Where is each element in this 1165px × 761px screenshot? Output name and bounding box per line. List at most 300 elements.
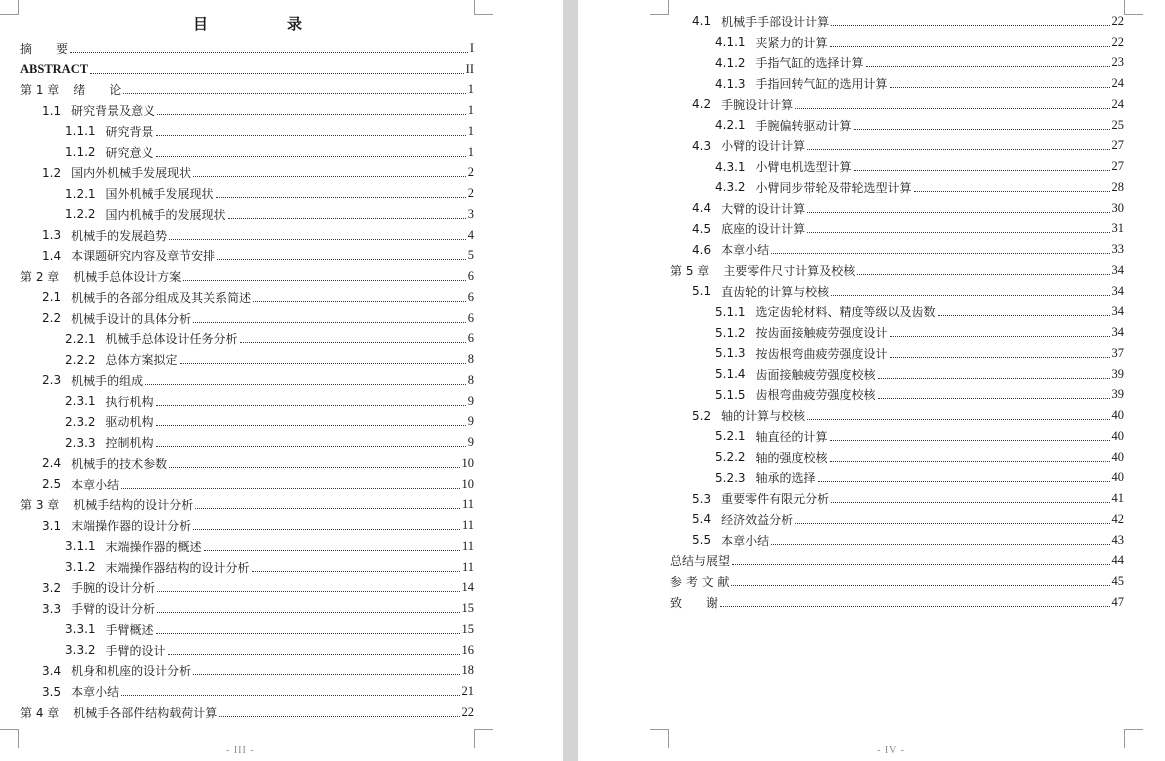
toc-entry-label: 选定齿轮材料、精度等级以及齿数	[755, 305, 936, 320]
toc-entry-number: 5.1	[692, 284, 712, 299]
toc-entry[interactable]	[670, 592, 1124, 613]
toc-entry[interactable]	[20, 266, 474, 287]
toc-entry-number: 3.3.2	[65, 643, 96, 658]
toc-entry-label: 小臂电机选型计算	[755, 160, 852, 175]
toc-entry-number: 2.5	[42, 477, 62, 492]
toc-entry[interactable]	[20, 598, 474, 619]
crop-mark-bottom-left	[650, 729, 669, 748]
toc-entry-label: 参 考 文 献	[670, 575, 730, 590]
toc-entry-page: 8	[467, 352, 474, 367]
toc-entry-number: 2.3.3	[65, 435, 96, 450]
toc-entry[interactable]	[20, 38, 474, 59]
toc-entry-number: 4.1.2	[715, 55, 746, 70]
toc-entry[interactable]	[20, 474, 474, 495]
toc-entry-page: 30	[1111, 200, 1124, 215]
toc-entry-number: 第 5 章	[670, 263, 710, 278]
toc-entry[interactable]	[670, 239, 1124, 260]
toc-entry[interactable]	[20, 391, 474, 412]
toc-entry[interactable]	[20, 495, 474, 516]
toc-entry[interactable]	[20, 702, 474, 723]
toc-entry-label: 摘 要	[20, 41, 69, 56]
toc-entry[interactable]	[670, 219, 1124, 240]
toc-dot-leader	[169, 227, 466, 240]
toc-entry-page: 1	[467, 103, 474, 118]
toc-entry-number: 5.2.2	[715, 450, 746, 465]
toc-entry-page: 11	[461, 559, 474, 574]
toc-entry-page: 21	[461, 684, 474, 699]
toc-entry-page: 47	[1111, 594, 1124, 609]
toc-entry[interactable]	[670, 343, 1124, 364]
toc-dot-leader	[720, 594, 1109, 607]
toc-entry-page: 11	[461, 497, 474, 512]
toc-entry-number: 4.3.2	[715, 180, 746, 195]
toc-entry-label: 大臂的设计计算	[721, 201, 806, 216]
toc-entry-page: 43	[1111, 532, 1124, 547]
toc-entry-page: 10	[461, 476, 474, 491]
toc-entry-page: 31	[1111, 221, 1124, 236]
toc-entry-page: 10	[461, 455, 474, 470]
toc-entry-page: II	[465, 61, 474, 76]
toc-dot-leader	[219, 704, 459, 717]
toc-entry[interactable]	[20, 163, 474, 184]
toc-entry-number: 4.3	[692, 138, 712, 153]
toc-entry-number: 1.1	[42, 103, 62, 118]
toc-entry-page: 11	[461, 518, 474, 533]
toc-entry[interactable]	[670, 468, 1124, 489]
toc-dot-leader	[857, 262, 1109, 275]
toc-dot-leader	[157, 102, 466, 115]
toc-entry-label: 机械手结构的设计分析	[73, 498, 194, 513]
toc-entry-label: 研究背景及意义	[71, 104, 156, 119]
toc-entry-number: 第 1 章	[20, 83, 60, 98]
toc-dot-leader	[854, 158, 1110, 171]
toc-dot-leader	[795, 96, 1109, 109]
toc-entry-label: 轴直径的计算	[755, 429, 828, 444]
toc-title: 目 录	[192, 15, 334, 33]
toc-dot-leader	[253, 289, 466, 302]
toc-entry[interactable]	[670, 260, 1124, 281]
toc-entry-page: 6	[467, 310, 474, 325]
toc-dot-leader	[831, 283, 1109, 296]
toc-entry-label: 小臂的设计计算	[721, 139, 806, 154]
toc-entry-number: 5.1.1	[715, 304, 746, 319]
toc-entry-number: 1.1.1	[65, 124, 96, 139]
toc-dot-leader	[217, 247, 466, 260]
toc-entry-number: 3.3.1	[65, 622, 96, 637]
toc-entry-label: 总结与展望	[670, 554, 731, 569]
toc-entry-number: 2.2.1	[65, 331, 96, 346]
toc-entry-number: 3.2	[42, 580, 62, 595]
toc-dot-leader	[854, 117, 1110, 130]
toc-entry-number: 3.1	[42, 518, 62, 533]
toc-entry-number: 4.2	[692, 97, 712, 112]
toc-entry-page: I	[469, 40, 474, 55]
toc-dot-leader	[830, 34, 1110, 47]
toc-entry-label: 本章小结	[71, 685, 120, 700]
toc-entry-label: 国外机械手发展现状	[105, 187, 214, 202]
toc-entry-label: 机械手总体设计任务分析	[105, 332, 238, 347]
toc-dot-leader	[195, 496, 460, 509]
toc-entry-label: 总体方案拟定	[105, 353, 178, 368]
toc-entry-label: 机械手设计的具体分析	[71, 311, 192, 326]
toc-entry-label: 研究背景	[105, 124, 154, 139]
toc-entry-number: 3.4	[42, 663, 62, 678]
toc-entry[interactable]	[20, 287, 474, 308]
toc-entry-label: 手指气缸的选择计算	[755, 56, 864, 71]
toc-entry-page: 1	[467, 144, 474, 159]
toc-entry-label: 国内外机械手发展现状	[71, 166, 192, 181]
toc-entry-page: 40	[1111, 470, 1124, 485]
toc-entry[interactable]	[20, 640, 474, 661]
toc-entry-page: 45	[1111, 574, 1124, 589]
toc-entry-page: 27	[1111, 159, 1124, 174]
toc-entry-number: 1.4	[42, 248, 62, 263]
toc-dot-leader	[771, 532, 1109, 545]
toc-entry-label: 手指回转气缸的选用计算	[755, 77, 888, 92]
toc-dot-leader	[90, 61, 464, 74]
toc-entry[interactable]	[670, 281, 1124, 302]
toc-entry-number: 3.1.2	[65, 560, 96, 575]
toc-entry-number: 2.3.2	[65, 414, 96, 429]
toc-entry[interactable]	[20, 308, 474, 329]
toc-dot-leader	[157, 579, 459, 592]
toc-entry-label: 绪 论	[73, 83, 122, 98]
toc-entry[interactable]	[670, 426, 1124, 447]
toc-entry[interactable]	[20, 59, 474, 80]
toc-entry-page: 40	[1111, 408, 1124, 423]
toc-dot-leader	[831, 13, 1109, 26]
toc-entry[interactable]	[670, 136, 1124, 157]
toc-entry-number: 5.1.2	[715, 325, 746, 340]
toc-entry-number: 第 3 章	[20, 498, 60, 513]
toc-dot-leader	[890, 75, 1110, 88]
toc-dot-leader	[914, 179, 1110, 192]
toc-dot-leader	[183, 268, 465, 281]
toc-dot-leader	[831, 490, 1109, 503]
toc-dot-leader	[807, 137, 1109, 150]
toc-entry-page: 24	[1111, 76, 1124, 91]
toc-dot-leader	[70, 40, 468, 53]
toc-entry-label: 手臂概述	[105, 622, 154, 637]
toc-dot-leader	[145, 372, 466, 385]
toc-entry-label: 末端操作器的概述	[105, 539, 202, 554]
toc-entry[interactable]	[20, 453, 474, 474]
toc-dot-leader	[807, 220, 1109, 233]
toc-entry-label: 机械手的发展趋势	[71, 228, 168, 243]
toc-entry[interactable]	[670, 405, 1124, 426]
toc-entry-number: 2.3	[42, 373, 62, 388]
toc-entry-page: 6	[467, 289, 474, 304]
toc-entry[interactable]	[670, 530, 1124, 551]
toc-entry-page: 40	[1111, 449, 1124, 464]
toc-entry[interactable]	[670, 571, 1124, 592]
toc-entry[interactable]	[20, 204, 474, 225]
toc-entry-label: 机械手总体设计方案	[73, 270, 182, 285]
toc-dot-leader	[121, 683, 459, 696]
toc-entry-label: 直齿轮的计算与校核	[721, 284, 830, 299]
toc-dot-leader	[890, 345, 1110, 358]
toc-entry-page: 1	[467, 82, 474, 97]
toc-entry-label: 轴承的选择	[755, 471, 816, 486]
toc-dot-leader	[156, 621, 460, 634]
toc-dot-leader	[818, 469, 1110, 482]
toc-entry-label: 本课题研究内容及章节安排	[71, 249, 216, 264]
toc-entry-page: 15	[461, 601, 474, 616]
toc-entry[interactable]	[20, 661, 474, 682]
toc-entry[interactable]	[670, 364, 1124, 385]
toc-entry-page: 37	[1111, 345, 1124, 360]
toc-entry-page: 2	[467, 186, 474, 201]
toc-dot-leader	[252, 559, 460, 572]
toc-entry-page: 4	[467, 227, 474, 242]
toc-entry-page: 22	[1111, 34, 1124, 49]
toc-dot-leader	[807, 200, 1109, 213]
toc-entry-page: 34	[1111, 304, 1124, 319]
toc-entry-number: 5.3	[692, 491, 712, 506]
toc-entry[interactable]	[20, 225, 474, 246]
toc-entry-number: 4.1.3	[715, 76, 746, 91]
toc-entry-number: 1.3	[42, 228, 62, 243]
toc-entry-number: 4.6	[692, 242, 712, 257]
toc-dot-leader	[216, 185, 466, 198]
toc-entry-page: 2	[467, 165, 474, 180]
toc-entry[interactable]	[670, 11, 1124, 32]
toc-dot-leader	[204, 538, 460, 551]
toc-dot-leader	[156, 434, 466, 447]
toc-entry-number: 5.1.3	[715, 346, 746, 361]
toc-entry[interactable]	[20, 681, 474, 702]
toc-entry-number: 4.3.1	[715, 159, 746, 174]
toc-entry-label: 本章小结	[721, 533, 770, 548]
crop-mark-bottom-right	[474, 729, 493, 748]
toc-entry-page: 28	[1111, 179, 1124, 194]
toc-dot-leader	[157, 600, 459, 613]
toc-entry-label: 国内机械手的发展现状	[105, 207, 226, 222]
toc-entry-label: 机械手的各部分组成及其关系简述	[71, 290, 252, 305]
toc-entry-page: 34	[1111, 262, 1124, 277]
toc-entry[interactable]	[20, 329, 474, 350]
toc-entry-number: 4.4	[692, 201, 712, 216]
toc-entry[interactable]	[20, 370, 474, 391]
toc-entry-page: 18	[461, 663, 474, 678]
toc-entry-page: 23	[1111, 55, 1124, 70]
toc-entry-label: 手腕偏转驱动计算	[755, 118, 852, 133]
toc-entry-label: 齿面接触疲劳强度校核	[755, 367, 876, 382]
toc-dot-leader	[156, 413, 466, 426]
toc-entry-page: 39	[1111, 387, 1124, 402]
toc-entry-label: 按齿面接触疲劳强度设计	[755, 326, 888, 341]
toc-entry-number: 5.4	[692, 512, 712, 527]
toc-dot-leader	[878, 366, 1110, 379]
toc-entry-number: 2.2	[42, 311, 62, 326]
toc-entry-number: 5.1.4	[715, 367, 746, 382]
toc-entry-label: 按齿根弯曲疲劳强度设计	[755, 346, 888, 361]
toc-entry-label: 机械手的组成	[71, 373, 144, 388]
toc-entry-page: 9	[467, 393, 474, 408]
toc-dot-leader	[938, 303, 1110, 316]
toc-entry-label: 手臂的设计分析	[71, 602, 156, 617]
toc-entry-number: 1.2.1	[65, 186, 96, 201]
toc-dot-leader	[156, 144, 466, 157]
toc-dot-leader	[240, 330, 466, 343]
toc-entry-label: 机械手手部设计计算	[721, 14, 830, 29]
toc-dot-leader	[168, 642, 460, 655]
toc-entry-page: 41	[1111, 491, 1124, 506]
toc-entry-page: 8	[467, 372, 474, 387]
toc-dot-leader	[193, 310, 466, 323]
toc-entry[interactable]	[20, 80, 474, 101]
toc-dot-leader	[771, 241, 1109, 254]
toc-entry[interactable]	[20, 100, 474, 121]
toc-entry[interactable]	[20, 515, 474, 536]
toc-entry-label: 手臂的设计	[105, 643, 166, 658]
toc-entry[interactable]	[20, 349, 474, 370]
toc-entry[interactable]	[20, 412, 474, 433]
toc-entry-label: 控制机构	[105, 436, 154, 451]
toc-entry-label: ABSTRACT	[20, 61, 89, 76]
toc-entry-number: 2.3.1	[65, 394, 96, 409]
toc-dot-leader	[193, 662, 459, 675]
toc-entry-page: 11	[461, 538, 474, 553]
toc-entry-number: 5.2	[692, 408, 712, 423]
toc-entry-number: 3.1.1	[65, 539, 96, 554]
toc-entry-label: 驱动机构	[105, 415, 154, 430]
document-page-right	[578, 0, 1165, 761]
crop-mark-top-left	[650, 0, 669, 15]
toc-entry[interactable]	[670, 94, 1124, 115]
toc-entry-page: 27	[1111, 138, 1124, 153]
toc-entry[interactable]	[670, 53, 1124, 74]
toc-entry-page: 39	[1111, 366, 1124, 381]
page-number-footer: - III -	[226, 745, 255, 756]
toc-entry[interactable]	[670, 488, 1124, 509]
toc-entry-label: 末端操作器的设计分析	[71, 519, 192, 534]
toc-entry-number: 4.1.1	[715, 35, 746, 50]
toc-entry-page: 1	[467, 123, 474, 138]
toc-dot-leader	[731, 573, 1109, 586]
toc-dot-leader	[193, 517, 460, 530]
toc-entry[interactable]	[670, 551, 1124, 572]
toc-entry[interactable]	[20, 246, 474, 267]
toc-entry-number: 2.2.2	[65, 352, 96, 367]
toc-entry[interactable]	[670, 302, 1124, 323]
toc-entry-page: 5	[467, 248, 474, 263]
toc-dot-leader	[866, 54, 1110, 67]
toc-entry-label: 轴的计算与校核	[721, 409, 806, 424]
toc-entry[interactable]	[20, 557, 474, 578]
toc-entry-label: 主要零件尺寸计算及校核	[723, 263, 856, 278]
toc-entry[interactable]	[20, 619, 474, 640]
toc-dot-leader	[890, 324, 1110, 337]
toc-entry-page: 34	[1111, 325, 1124, 340]
toc-entry-page: 44	[1111, 553, 1124, 568]
toc-entry-label: 底座的设计计算	[721, 222, 806, 237]
crop-mark-bottom-right	[1124, 729, 1143, 748]
toc-entry-number: 5.1.5	[715, 387, 746, 402]
toc-dot-leader	[180, 351, 466, 364]
toc-dot-leader	[121, 476, 459, 489]
toc-entry-label: 机身和机座的设计分析	[71, 664, 192, 679]
toc-entry[interactable]	[670, 198, 1124, 219]
toc-entry-label: 齿根弯曲疲劳强度校核	[755, 388, 876, 403]
toc-entry-page: 42	[1111, 511, 1124, 526]
toc-entry[interactable]	[670, 509, 1124, 530]
toc-entry-label: 夹紧力的计算	[755, 35, 828, 50]
toc-entry-number: 3.3	[42, 601, 62, 616]
toc-entry-number: 1.2.2	[65, 207, 96, 222]
toc-entry-label: 轴的强度校核	[755, 450, 828, 465]
toc-dot-leader	[830, 449, 1110, 462]
toc-entry[interactable]	[670, 177, 1124, 198]
toc-dot-leader	[795, 511, 1109, 524]
toc-entry-label: 本章小结	[721, 243, 770, 258]
toc-entry-number: 第 2 章	[20, 270, 60, 285]
toc-dot-leader	[169, 455, 459, 468]
toc-entry-number: 4.2.1	[715, 118, 746, 133]
toc-dot-leader	[228, 206, 466, 219]
toc-entry-label: 经济效益分析	[721, 512, 794, 527]
toc-dot-leader	[830, 428, 1110, 441]
toc-entry-number: 1.1.2	[65, 145, 96, 160]
toc-entry-number: 5.5	[692, 533, 712, 548]
toc-dot-leader	[732, 552, 1109, 565]
toc-entry-number: 1.2	[42, 165, 62, 180]
page-number-footer: - IV -	[877, 745, 906, 756]
crop-mark-top-right	[1124, 0, 1143, 15]
toc-entry-page: 22	[1111, 13, 1124, 28]
toc-entry-number: 5.2.1	[715, 429, 746, 444]
toc-entry-page: 24	[1111, 96, 1124, 111]
page-gap	[563, 0, 578, 761]
toc-entry[interactable]	[670, 73, 1124, 94]
toc-entry[interactable]	[670, 322, 1124, 343]
toc-entry-label: 研究意义	[105, 145, 154, 160]
toc-entry[interactable]	[20, 432, 474, 453]
toc-entry-page: 6	[467, 269, 474, 284]
toc-list-right	[670, 11, 1124, 613]
toc-entry-number: 4.1	[692, 14, 712, 29]
toc-entry[interactable]	[670, 156, 1124, 177]
toc-entry[interactable]	[670, 115, 1124, 136]
toc-entry[interactable]	[20, 121, 474, 142]
toc-dot-leader	[807, 407, 1109, 420]
toc-entry-number: 3.5	[42, 684, 62, 699]
toc-entry[interactable]	[20, 183, 474, 204]
toc-entry-label: 致 谢	[670, 595, 719, 610]
toc-entry-page: 15	[461, 621, 474, 636]
toc-entry-page: 34	[1111, 283, 1124, 298]
toc-entry-label: 重要零件有限元分析	[721, 492, 830, 507]
toc-entry[interactable]	[20, 536, 474, 557]
document-page-left	[0, 0, 563, 761]
toc-entry-page: 40	[1111, 428, 1124, 443]
toc-entry[interactable]	[20, 578, 474, 599]
toc-entry-label: 手腕的设计分析	[71, 581, 156, 596]
toc-entry-label: 末端操作器结构的设计分析	[105, 560, 250, 575]
toc-entry-label: 机械手各部件结构载荷计算	[73, 705, 218, 720]
toc-entry-page: 22	[461, 704, 474, 719]
toc-entry[interactable]	[20, 142, 474, 163]
toc-entry-label: 本章小结	[71, 477, 120, 492]
toc-entry-number: 第 4 章	[20, 705, 60, 720]
toc-entry[interactable]	[670, 385, 1124, 406]
toc-entry-number: 4.5	[692, 221, 712, 236]
toc-entry[interactable]	[670, 32, 1124, 53]
toc-entry[interactable]	[670, 447, 1124, 468]
toc-entry-number: 5.2.3	[715, 470, 746, 485]
toc-entry-number: 2.4	[42, 456, 62, 471]
crop-mark-bottom-left	[0, 729, 19, 748]
